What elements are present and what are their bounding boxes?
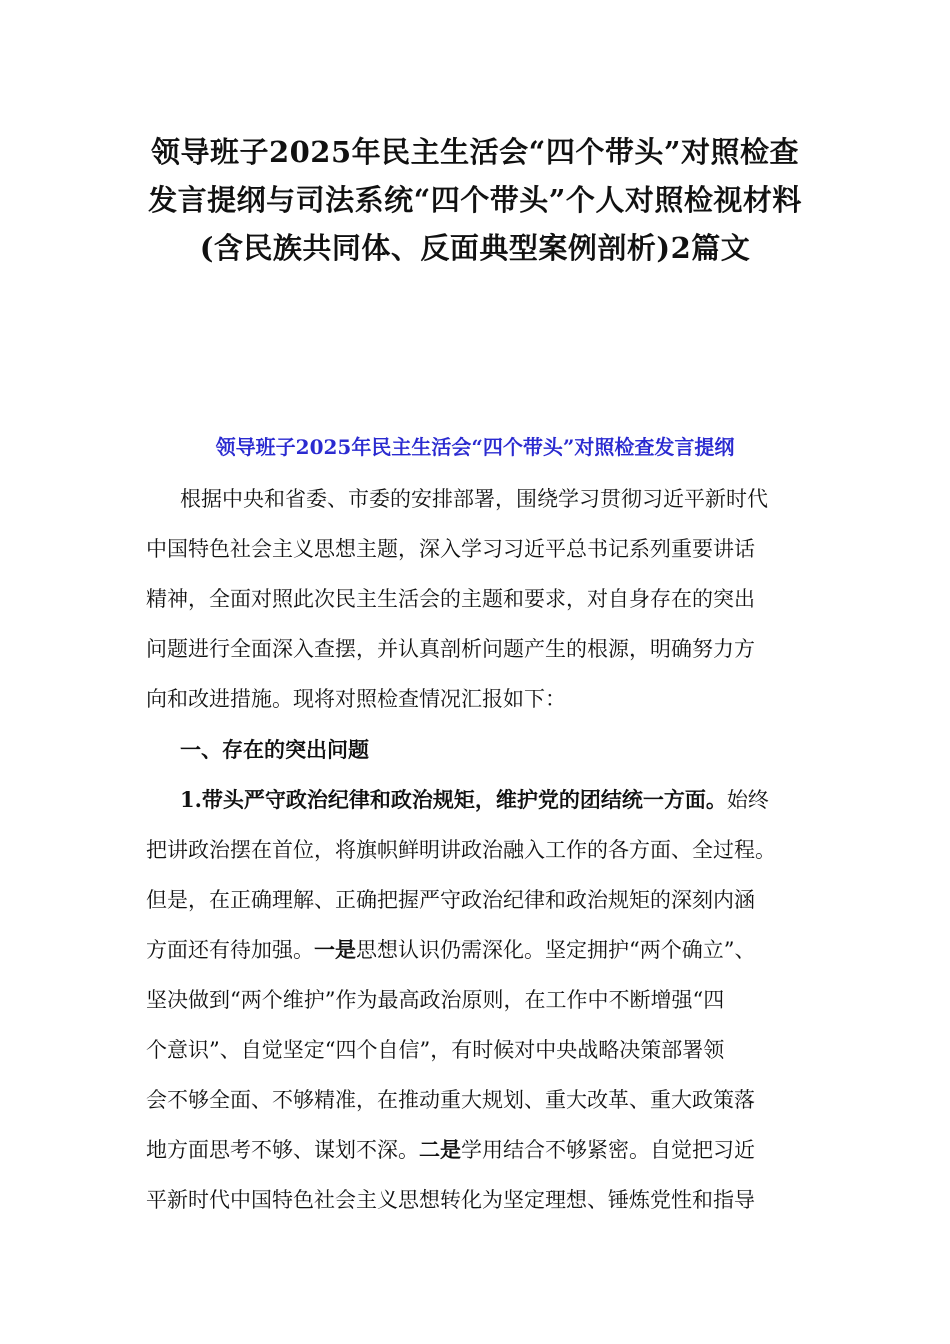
title-line-1: 领导班子2025年民主生活会“四个带头”对照检查 (150, 135, 800, 169)
para1-lead-bold: 1.带头严守政治纪律和政治规矩，维护党的团结统一方面。 (180, 787, 727, 812)
section-title: 领导班子2025年民主生活会“四个带头”对照检查发言提纲 (215, 435, 735, 459)
document-title (100, 128, 850, 272)
para1-line-1-rest: 始终 (726, 788, 769, 812)
para1-line-9: 平新时代中国特色社会主义思想转化为坚定理想、锤炼党性和指导 (146, 1188, 755, 1212)
para1-line-8-start: 地方面思考不够、谋划不深。 (146, 1138, 419, 1162)
intro-line-1: 根据中央和省委、市委的安排部署，围绕学习贯彻习近平新时代 (180, 487, 768, 511)
para1-line-8 (146, 1125, 826, 1175)
intro-line-3: 精神，全面对照此次民主生活会的主题和要求，对自身存在的突出 (146, 587, 755, 611)
para1-point-one: 一是 (314, 937, 356, 962)
para1-line-1 (146, 775, 826, 825)
intro-line-4: 问题进行全面深入查摆，并认真剖析问题产生的根源，明确努力方 (146, 637, 755, 661)
title-line-3: (含民族共同体、反面典型案例剖析)2篇文 (199, 231, 751, 265)
para1-line-4-rest: 思想认识仍需深化。坚定拥护“两个确立”、 (356, 938, 756, 962)
heading-1-text: 一、存在的突出问题 (180, 737, 369, 762)
intro-paragraph (146, 474, 826, 724)
para1-line-2: 把讲政治摆在首位，将旗帜鲜明讲政治融入工作的各方面、全过程。 (146, 838, 776, 862)
title-line-2: 发言提纲与司法系统“四个带头”个人对照检视材料 (148, 183, 802, 217)
intro-line-5: 向和改进措施。现将对照检查情况汇报如下： (146, 687, 566, 711)
para1-line-8-rest: 学用结合不够紧密。自觉把习近 (461, 1138, 755, 1162)
para1-point-two: 二是 (419, 1137, 461, 1162)
para1-line-5: 坚决做到“两个维护”作为最高政治原则，在工作中不断增强“四 (146, 988, 725, 1012)
para1-line-3: 但是，在正确理解、正确把握严守政治纪律和政治规矩的深刻内涵 (146, 888, 755, 912)
para1-line-7: 会不够全面、不够精准，在推动重大规划、重大改革、重大政策落 (146, 1088, 755, 1112)
intro-line-2: 中国特色社会主义思想主题，深入学习习近平总书记系列重要讲话 (146, 537, 755, 561)
paragraph-1 (146, 775, 826, 1225)
section-heading-1 (146, 725, 826, 775)
para1-line-6: 个意识”、自觉坚定“四个自信”，有时候对中央战略决策部署领 (146, 1038, 725, 1062)
para1-line-4 (146, 925, 826, 975)
para1-line-4-start: 方面还有待加强。 (146, 938, 314, 962)
